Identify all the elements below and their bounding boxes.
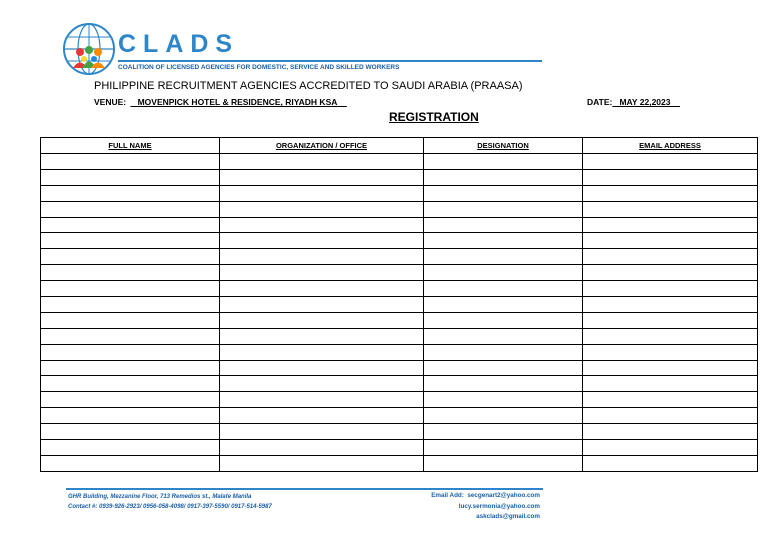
table-row xyxy=(41,328,758,344)
column-header-full-name: FULL NAME xyxy=(41,138,220,154)
table-row xyxy=(41,249,758,265)
designation-cell[interactable] xyxy=(424,455,583,471)
email-cell[interactable] xyxy=(583,281,758,297)
footer-address-block xyxy=(68,492,272,512)
email-cell[interactable] xyxy=(583,154,758,170)
date-label: DATE: xyxy=(587,97,613,107)
designation-cell[interactable] xyxy=(424,328,583,344)
full-name-cell[interactable] xyxy=(41,265,220,281)
organization-cell[interactable] xyxy=(220,424,424,440)
organization-cell[interactable] xyxy=(220,185,424,201)
table-row xyxy=(41,169,758,185)
designation-cell[interactable] xyxy=(424,185,583,201)
table-row xyxy=(41,440,758,456)
email-cell[interactable] xyxy=(583,185,758,201)
table-row xyxy=(41,376,758,392)
brand-tagline: COALITION OF LICENSED AGENCIES FOR DOMESTIC, SERVICE AND SKILLED WORKERS xyxy=(118,64,400,71)
full-name-cell[interactable] xyxy=(41,185,220,201)
email-cell[interactable] xyxy=(583,265,758,281)
email-cell[interactable] xyxy=(583,455,758,471)
table-row xyxy=(41,217,758,233)
full-name-cell[interactable] xyxy=(41,249,220,265)
page-title: REGISTRATION xyxy=(389,110,479,124)
organization-cell[interactable] xyxy=(220,297,424,313)
email-cell[interactable] xyxy=(583,217,758,233)
organization-cell[interactable] xyxy=(220,344,424,360)
brand-name: CLADS xyxy=(118,30,240,58)
footer-contact: Contact #: 0939-926-2923/ 0956-058-4098/ 0917-397-5590/ 0917-514-5987 xyxy=(68,504,272,510)
table-row xyxy=(41,408,758,424)
table-row xyxy=(41,344,758,360)
full-name-cell[interactable] xyxy=(41,392,220,408)
designation-cell[interactable] xyxy=(424,154,583,170)
full-name-cell[interactable] xyxy=(41,169,220,185)
designation-cell[interactable] xyxy=(424,360,583,376)
email-cell[interactable] xyxy=(583,297,758,313)
organization-cell[interactable] xyxy=(220,265,424,281)
footer-email-2: lucy.sermonia@yahoo.com xyxy=(458,502,540,510)
email-cell[interactable] xyxy=(583,424,758,440)
organization-cell[interactable] xyxy=(220,440,424,456)
email-cell[interactable] xyxy=(583,249,758,265)
full-name-cell[interactable] xyxy=(41,297,220,313)
organization-cell[interactable] xyxy=(220,392,424,408)
designation-cell[interactable] xyxy=(424,297,583,313)
clads-logo-icon xyxy=(62,22,116,76)
footer-email-block xyxy=(390,491,540,523)
full-name-cell[interactable] xyxy=(41,424,220,440)
designation-cell[interactable] xyxy=(424,376,583,392)
full-name-cell[interactable] xyxy=(41,408,220,424)
organization-cell[interactable] xyxy=(220,233,424,249)
organization-cell[interactable] xyxy=(220,408,424,424)
full-name-cell[interactable] xyxy=(41,201,220,217)
email-cell[interactable] xyxy=(583,169,758,185)
designation-cell[interactable] xyxy=(424,233,583,249)
venue-line xyxy=(94,97,347,107)
designation-cell[interactable] xyxy=(424,424,583,440)
table-row xyxy=(41,265,758,281)
organization-cell[interactable] xyxy=(220,328,424,344)
designation-cell[interactable] xyxy=(424,249,583,265)
date-value: MAY 22,2023 xyxy=(619,97,671,107)
organization-cell[interactable] xyxy=(220,455,424,471)
full-name-cell[interactable] xyxy=(41,440,220,456)
full-name-cell[interactable] xyxy=(41,376,220,392)
organization-cell[interactable] xyxy=(220,201,424,217)
venue-label: VENUE: xyxy=(94,97,127,107)
table-row xyxy=(41,312,758,328)
full-name-cell[interactable] xyxy=(41,233,220,249)
footer-email-1: Email Add: secgenart2@yahoo.com xyxy=(431,492,540,499)
organization-cell[interactable] xyxy=(220,376,424,392)
organization-name: PHILIPPINE RECRUITMENT AGENCIES ACCREDITED TO SAUDI ARABIA (PRAASA) xyxy=(94,80,523,92)
column-header-email: EMAIL ADDRESS xyxy=(583,138,758,154)
table-row xyxy=(41,281,758,297)
venue-value: MOVENPICK HOTEL & RESIDENCE, RIYADH KSA xyxy=(137,97,338,107)
table-row xyxy=(41,201,758,217)
organization-cell[interactable] xyxy=(220,281,424,297)
designation-cell[interactable] xyxy=(424,201,583,217)
table-row xyxy=(41,185,758,201)
designation-cell[interactable] xyxy=(424,265,583,281)
organization-cell[interactable] xyxy=(220,249,424,265)
table-row xyxy=(41,233,758,249)
organization-cell[interactable] xyxy=(220,360,424,376)
designation-cell[interactable] xyxy=(424,392,583,408)
footer-email-3: askclads@gmail.com xyxy=(476,513,540,520)
email-cell[interactable] xyxy=(583,360,758,376)
column-header-organization: ORGANIZATION / OFFICE xyxy=(220,138,424,154)
full-name-cell[interactable] xyxy=(41,217,220,233)
email-cell[interactable] xyxy=(583,392,758,408)
table-row xyxy=(41,455,758,471)
email-cell[interactable] xyxy=(583,344,758,360)
designation-cell[interactable] xyxy=(424,217,583,233)
footer-address: GHR Building, Mezzanine Floor, 713 Remedios st., Malate Manila xyxy=(68,494,252,500)
email-cell[interactable] xyxy=(583,328,758,344)
designation-cell[interactable] xyxy=(424,344,583,360)
organization-cell[interactable] xyxy=(220,312,424,328)
table-row xyxy=(41,297,758,313)
header-divider xyxy=(118,60,542,62)
designation-cell[interactable] xyxy=(424,169,583,185)
organization-cell[interactable] xyxy=(220,154,424,170)
organization-cell[interactable] xyxy=(220,217,424,233)
table-row xyxy=(41,360,758,376)
full-name-cell[interactable] xyxy=(41,312,220,328)
organization-cell[interactable] xyxy=(220,169,424,185)
registration-table xyxy=(40,137,758,472)
date-line xyxy=(587,97,680,107)
footer-divider xyxy=(66,488,543,490)
full-name-cell[interactable] xyxy=(41,154,220,170)
email-cell[interactable] xyxy=(583,233,758,249)
table-row xyxy=(41,424,758,440)
designation-cell[interactable] xyxy=(424,281,583,297)
email-cell[interactable] xyxy=(583,376,758,392)
designation-cell[interactable] xyxy=(424,408,583,424)
full-name-cell[interactable] xyxy=(41,344,220,360)
column-header-designation: DESIGNATION xyxy=(424,138,583,154)
designation-cell[interactable] xyxy=(424,440,583,456)
email-cell[interactable] xyxy=(583,312,758,328)
email-cell[interactable] xyxy=(583,201,758,217)
table-row xyxy=(41,392,758,408)
full-name-cell[interactable] xyxy=(41,455,220,471)
full-name-cell[interactable] xyxy=(41,360,220,376)
email-cell[interactable] xyxy=(583,408,758,424)
email-cell[interactable] xyxy=(583,440,758,456)
table-row xyxy=(41,154,758,170)
designation-cell[interactable] xyxy=(424,312,583,328)
table-header-row xyxy=(41,138,758,154)
full-name-cell[interactable] xyxy=(41,281,220,297)
full-name-cell[interactable] xyxy=(41,328,220,344)
